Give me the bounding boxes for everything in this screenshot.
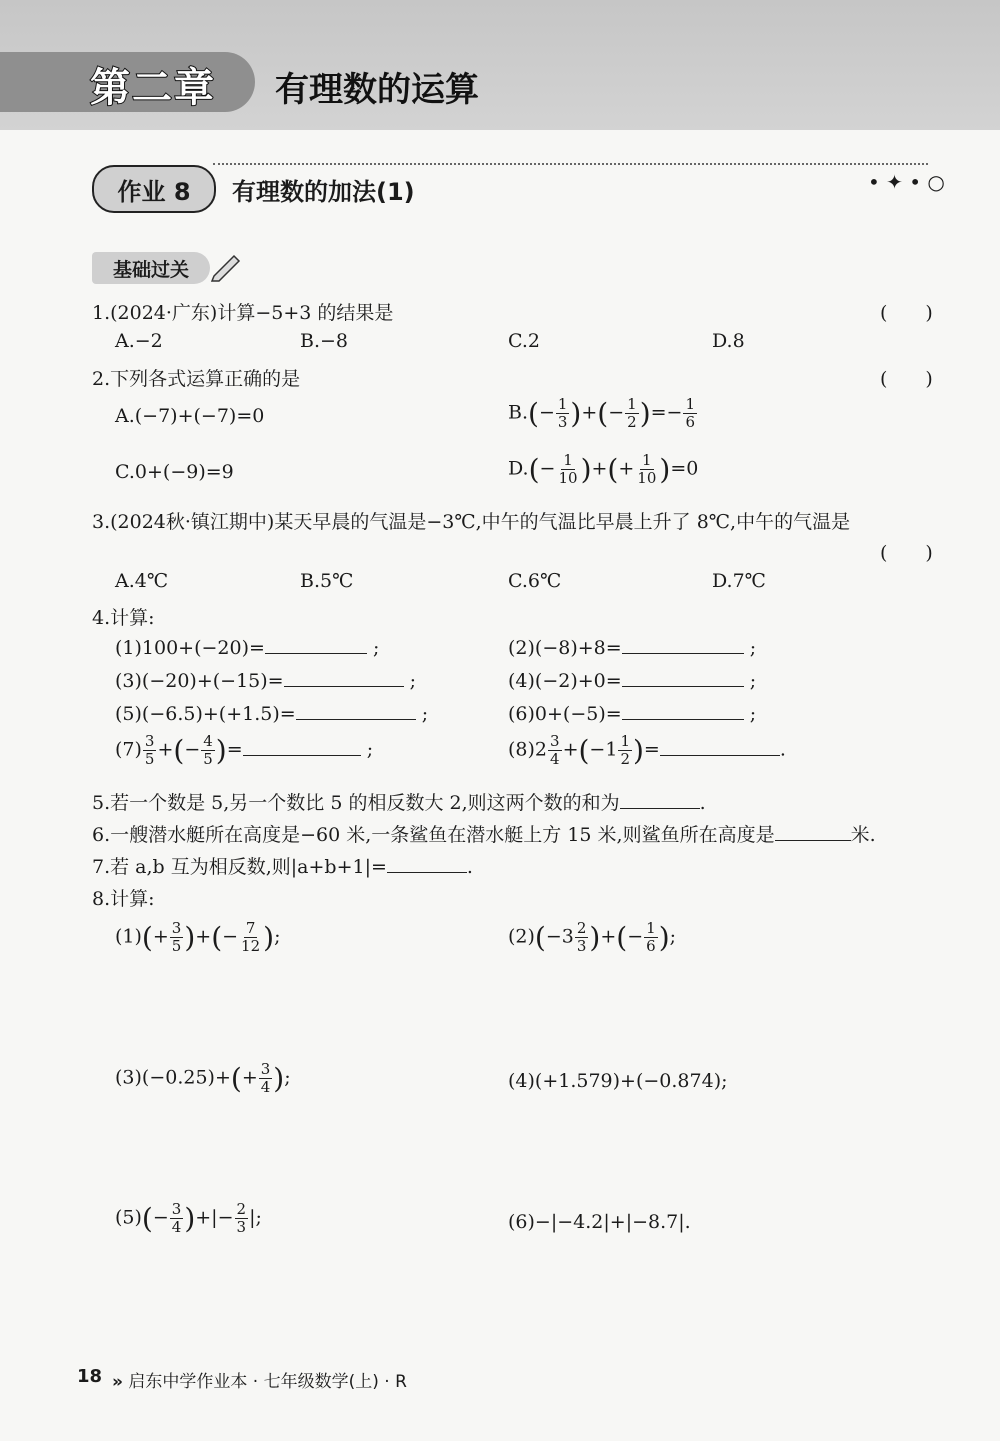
q1-stem: 1.(2024·广东)计算−5+3 的结果是 — [92, 302, 394, 324]
double-chevron-icon: » — [112, 1372, 123, 1392]
q4-part-3: (3)(−20)+(−15)= ; — [115, 670, 417, 692]
section-title: 基础过关 — [112, 258, 189, 281]
q4-part-1: (1)100+(−20)= ; — [115, 637, 380, 659]
q8-stem: 8.计算: — [92, 888, 155, 910]
q1-option-c: C.2 — [508, 330, 540, 352]
q4-part-8: (8)2 $\frac{3}{4}$ +(−1 $\frac{1}{2}$ )= . — [508, 732, 786, 768]
pencil-icon — [210, 250, 242, 282]
section-tag — [92, 252, 210, 284]
dotted-divider — [213, 163, 928, 165]
q4-stem: 4.计算: — [92, 607, 155, 629]
q3-option-d: D.7℃ — [712, 570, 766, 592]
q1-option-a: A.−2 — [115, 330, 163, 352]
homework-label: 作业 8 — [92, 165, 216, 213]
q2-answer-bracket: ( ) — [880, 368, 933, 390]
q8-part-5: (5)(− $\frac{3}{4}$ )+|− $\frac{2}{3}$ |; — [115, 1200, 262, 1236]
q8-part-4: (4)(+1.579)+(−0.874); — [508, 1070, 728, 1092]
footer-book-title: » 启东中学作业本 · 七年级数学(上) · R — [112, 1372, 407, 1392]
q3-answer-bracket: ( ) — [880, 542, 933, 564]
q3-option-b: B.5℃ — [300, 570, 354, 592]
q1-answer-bracket: ( ) — [880, 302, 933, 324]
q5-text: 5.若一个数是 5,另一个数比 5 的相反数大 2,则这两个数的和为 . — [92, 792, 706, 814]
q1-option-b: B.−8 — [300, 330, 349, 352]
q6-text: 6.一艘潜水艇所在高度是−60 米,一条鲨鱼在潜水艇上方 15 米,则鲨鱼所在高度是 米. — [92, 824, 876, 846]
sparkle-icon: • ✦ • ○ — [868, 170, 945, 194]
q3-option-a: A.4℃ — [115, 570, 169, 592]
q4-part-5: (5)(−6.5)+(+1.5)= ; — [115, 703, 429, 725]
q2-option-b: B.(− $\frac{1}{3}$ )+(− $\frac{1}{2}$ )=− $\frac{1}{6}$ — [508, 395, 696, 431]
q8-part-1: (1)(+ $\frac{3}{5}$ )+(− $\frac{7}{12}$ ); — [115, 919, 281, 955]
q4-part-7: (7) $\frac{3}{5}$ +(− $\frac{4}{5}$ )= ; — [115, 732, 374, 768]
q8-part-2: (2)(−3 $\frac{2}{3}$ )+(− $\frac{1}{6}$ ); — [508, 919, 677, 955]
page-number: 18 — [77, 1366, 103, 1387]
q2-option-a: A.(−7)+(−7)=0 — [115, 405, 265, 427]
q4-part-2: (2)(−8)+8= ; — [508, 637, 757, 659]
homework-title: 有理数的加法(1) — [232, 178, 415, 206]
q2-option-d: D.(− $\frac{1}{10}$ )+(+ $\frac{1}{10}$ )=0 — [508, 451, 699, 487]
q3-option-c: C.6℃ — [508, 570, 562, 592]
q2-stem: 2.下列各式运算正确的是 — [92, 368, 301, 390]
q3-stem: 3.(2024秋·镇江期中)某天早晨的气温是−3℃,中午的气温比早晨上升了 8℃,中午的气温是 — [92, 511, 851, 533]
chapter-number: 第二章 — [90, 65, 216, 111]
q1-option-d: D.8 — [712, 330, 745, 352]
q8-part-6: (6)−|−4.2|+|−8.7|. — [508, 1211, 691, 1233]
q2-option-c: C.0+(−9)=9 — [115, 461, 234, 483]
q7-text: 7.若 a,b 互为相反数,则|a+b+1|= . — [92, 856, 473, 878]
q4-part-4: (4)(−2)+0= ; — [508, 670, 757, 692]
chapter-title: 有理数的运算 — [275, 70, 479, 110]
q8-part-3: (3)(−0.25)+(+ $\frac{3}{4}$ ); — [115, 1060, 291, 1096]
q4-part-6: (6)0+(−5)= ; — [508, 703, 757, 725]
